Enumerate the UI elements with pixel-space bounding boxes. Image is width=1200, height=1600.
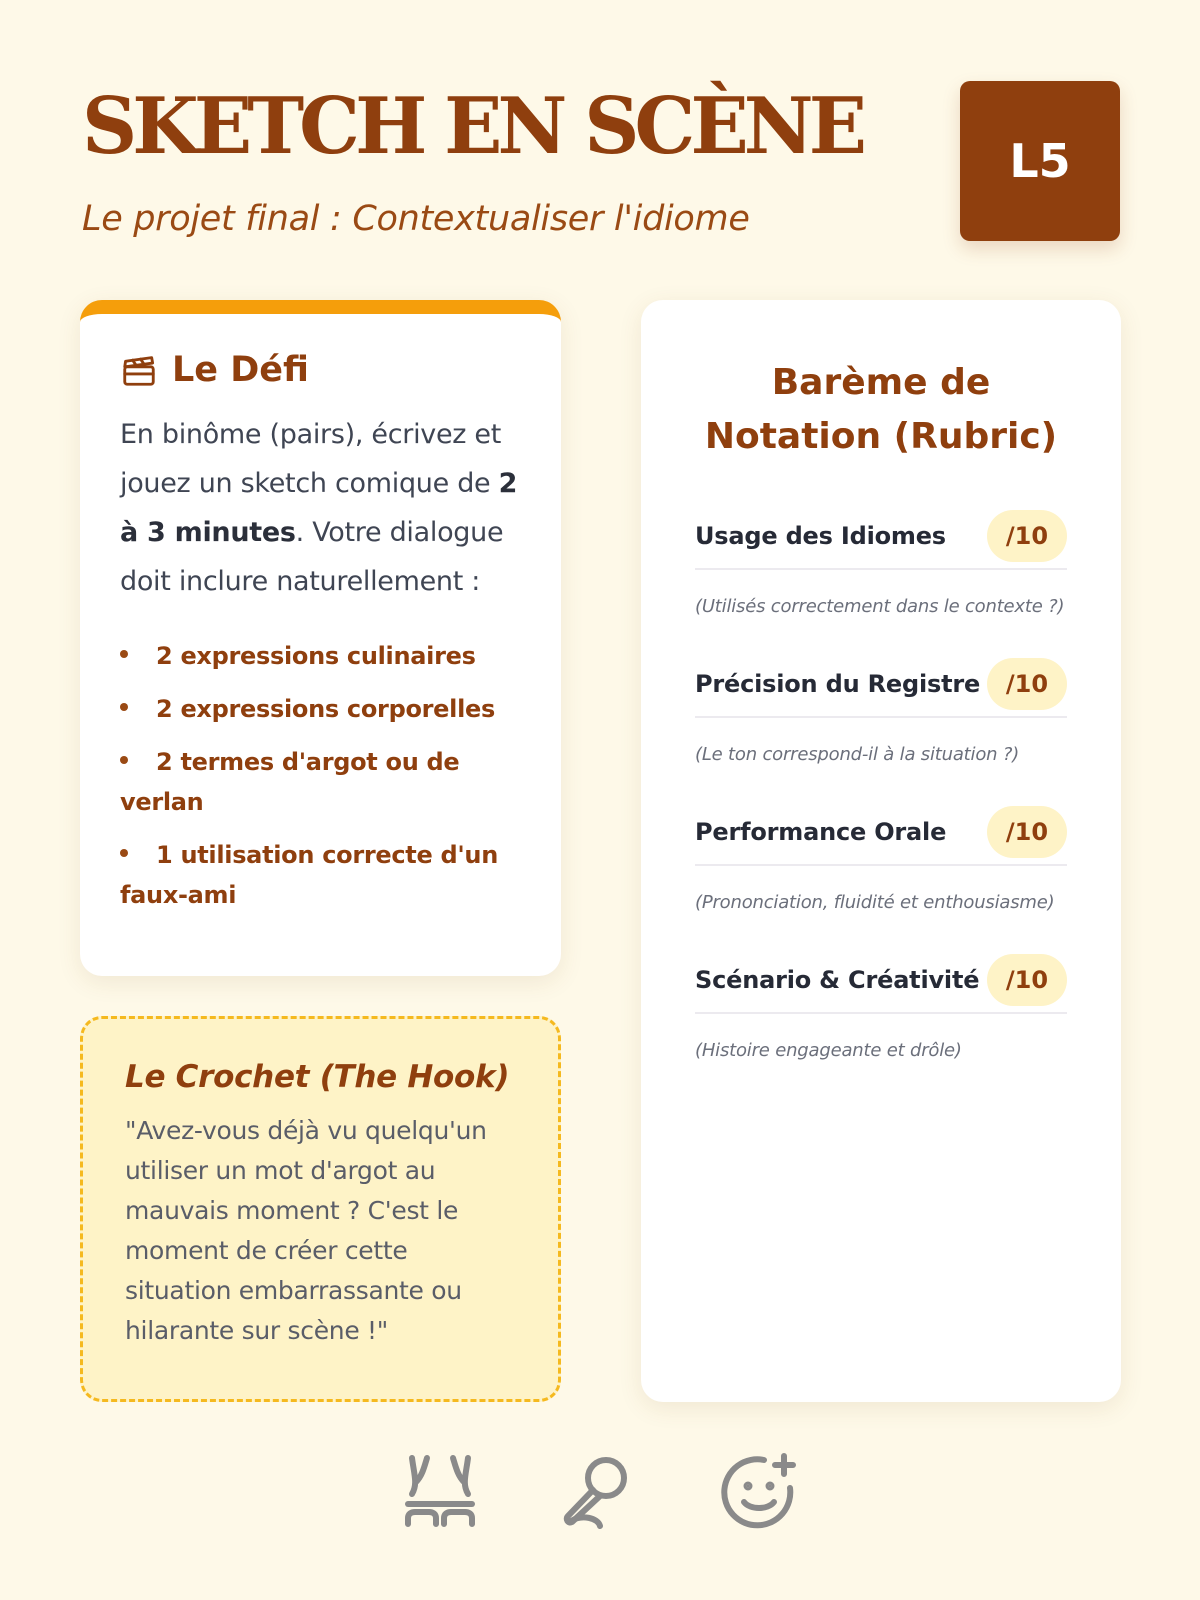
hook-card [80,1016,561,1402]
rubric-row [695,800,1067,866]
criterion-label: Scénario & Créativité [695,966,980,994]
challenge-header [120,350,521,390]
criterion-description: (Histoire engageante et drôle) [695,1040,962,1061]
challenge-card [80,300,561,976]
footer-icons [0,1452,1200,1532]
list-item: 2 termes d'argot ou de verlan [120,748,460,816]
rubric-title: Barème de Notation (Rubric) [704,362,1058,457]
rubric-row [695,652,1067,718]
rubric-row [695,948,1067,1014]
rubric-row [695,504,1067,570]
criterion-label: Précision du Registre [695,670,981,698]
criterion-label: Usage des Idiomes [695,522,946,550]
smiley-plus-icon [720,1452,800,1532]
hook-text: "Avez-vous déjà vu quelqu'un utiliser un mot d'argot au mauvais moment ? C'est le moment de créer cette situation embarrassante ou hilarante sur scène !" [125,1116,487,1345]
duration-highlight: 2 à 3 minutes [120,468,518,548]
level-badge: L5 [960,81,1120,241]
list-item: 1 utilisation correcte d'un faux-ami [120,841,498,909]
page-subtitle: Le projet final : Contextualiser l'idiome [82,199,750,239]
challenge-intro: En binôme (pairs), écrivez et jouez un sketch comique de 2 à 3 minutes. Votre dialogue doit inclure naturellement : [120,419,518,597]
score-pill: /10 [987,510,1067,562]
criterion-description: (Le ton correspond-il à la situation ?) [695,744,1020,765]
criterion-label: Performance Orale [695,818,947,846]
score-pill: /10 [987,658,1067,710]
hook-title: Le Crochet (The Hook) [125,1059,510,1095]
microphone-icon [560,1452,640,1532]
criterion-description: (Utilisés correctement dans le contexte ?) [695,596,1065,617]
page-title: SKETCH EN SCÈNE [82,81,863,172]
criterion-description: (Prononciation, fluidité et enthousiasme) [695,892,1055,913]
rubric-card [641,300,1121,1402]
requirements-list [120,636,521,915]
clapperboard-icon [120,351,158,389]
list-item: 2 expressions culinaires [120,636,521,676]
list-item: 2 expressions corporelles [120,689,521,729]
score-pill: /10 [987,954,1067,1006]
theater-curtains-icon [400,1452,480,1532]
score-pill: /10 [987,806,1067,858]
challenge-title: Le Défi [172,350,309,390]
